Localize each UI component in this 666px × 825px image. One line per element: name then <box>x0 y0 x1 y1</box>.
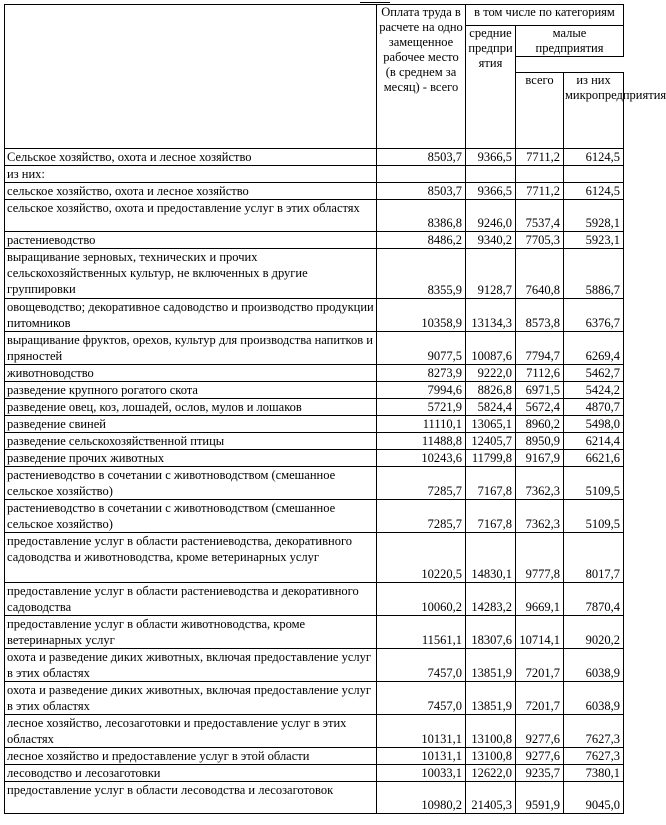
header-small-enterprises: малые предприятия <box>516 26 624 57</box>
cell-medium-enterprises: 5824,4 <box>466 399 516 416</box>
cell-total-wage: 10980,2 <box>377 782 466 814</box>
cell-total-wage: 8503,7 <box>377 149 466 166</box>
cell-medium-enterprises: 11799,8 <box>466 450 516 467</box>
cell-medium-enterprises: 13851,9 <box>466 682 516 715</box>
cell-small-total: 7794,7 <box>516 332 564 365</box>
cell-medium-enterprises: 9340,2 <box>466 232 516 249</box>
row-name: сельское хозяйство, охота и предоставление услуг в этих областях <box>5 200 377 232</box>
cell-small-total: 9669,1 <box>516 583 564 616</box>
cell-total-wage: 8273,9 <box>377 365 466 382</box>
cell-total-wage: 7994,6 <box>377 382 466 399</box>
row-name: предоставление услуг в области лесоводства и лесозаготовок <box>5 782 377 814</box>
cell-total-wage: 5721,9 <box>377 399 466 416</box>
cell-small-total: 7362,3 <box>516 467 564 500</box>
table-row <box>5 583 624 616</box>
cell-medium-enterprises: 12622,0 <box>466 765 516 782</box>
cell-medium-enterprises: 9222,0 <box>466 365 516 382</box>
wage-table <box>4 4 666 814</box>
cell-medium-enterprises: 21405,3 <box>466 782 516 814</box>
cell-small-total: 9235,7 <box>516 765 564 782</box>
cell-medium-enterprises: 8826,8 <box>466 382 516 399</box>
cell-medium-enterprises: 13100,8 <box>466 715 516 748</box>
cell-small-total: 8960,2 <box>516 416 564 433</box>
cell-micro-enterprises <box>564 166 624 183</box>
cell-micro-enterprises: 5109,5 <box>564 467 624 500</box>
row-name: предоставление услуг в области растениеводства и декоративного садоводства <box>5 583 377 616</box>
table-row <box>5 249 624 299</box>
cell-small-total: 7362,3 <box>516 500 564 533</box>
row-name: разведение прочих животных <box>5 450 377 467</box>
cell-total-wage: 9077,5 <box>377 332 466 365</box>
document-page <box>4 4 666 814</box>
cell-micro-enterprises: 7627,3 <box>564 748 624 765</box>
cell-medium-enterprises: 14283,2 <box>466 583 516 616</box>
cell-micro-enterprises: 6124,5 <box>564 149 624 166</box>
cell-total-wage: 10220,5 <box>377 533 466 583</box>
cell-medium-enterprises: 14830,1 <box>466 533 516 583</box>
row-name: выращивание фруктов, орехов, культур для производства напитков и пряностей <box>5 332 377 365</box>
header-blank-cell <box>5 5 377 149</box>
header-medium-enterprises: средние предприятия <box>466 26 516 149</box>
row-name: из них: <box>5 166 377 183</box>
cell-total-wage: 10243,6 <box>377 450 466 467</box>
cell-total-wage: 8486,2 <box>377 232 466 249</box>
cell-micro-enterprises: 9045,0 <box>564 782 624 814</box>
cell-small-total: 7201,7 <box>516 649 564 682</box>
row-name: охота и разведение диких животных, включая предоставление услуг в этих областях <box>5 682 377 715</box>
cell-medium-enterprises: 10087,6 <box>466 332 516 365</box>
cell-small-total <box>516 166 564 183</box>
cell-medium-enterprises <box>466 166 516 183</box>
row-name: выращивание зерновых, технических и прочих сельскохозяйственных культур, не включенных в другие группировки <box>5 249 377 299</box>
table-row <box>5 183 624 200</box>
table-row <box>5 332 624 365</box>
cell-small-total: 6971,5 <box>516 382 564 399</box>
cell-total-wage: 10358,9 <box>377 299 466 332</box>
cell-micro-enterprises: 8017,7 <box>564 533 624 583</box>
cell-small-total: 7112,6 <box>516 365 564 382</box>
cell-total-wage: 7457,0 <box>377 682 466 715</box>
cell-micro-enterprises: 7627,3 <box>564 715 624 748</box>
header-total-wage: Оплата труда в расчете на одно замещенное рабочее место (в среднем за месяц) - всего <box>377 5 466 149</box>
cell-micro-enterprises: 6269,4 <box>564 332 624 365</box>
cell-micro-enterprises: 5886,7 <box>564 249 624 299</box>
table-row <box>5 149 624 166</box>
cell-micro-enterprises: 5928,1 <box>564 200 624 232</box>
table-row <box>5 365 624 382</box>
cell-total-wage: 7285,7 <box>377 500 466 533</box>
table-body <box>5 149 624 814</box>
cell-total-wage: 10060,2 <box>377 583 466 616</box>
cell-micro-enterprises: 6621,6 <box>564 450 624 467</box>
table-row <box>5 682 624 715</box>
cell-medium-enterprises: 9366,5 <box>466 149 516 166</box>
cell-small-total: 9777,8 <box>516 533 564 583</box>
cell-micro-enterprises: 4870,7 <box>564 399 624 416</box>
row-name: Сельское хозяйство, охота и лесное хозяйство <box>5 149 377 166</box>
cell-medium-enterprises: 12405,7 <box>466 433 516 450</box>
table-row <box>5 232 624 249</box>
cell-medium-enterprises: 9246,0 <box>466 200 516 232</box>
header-micro-enterprises: из них микропредприятия <box>564 73 624 149</box>
table-row <box>5 200 624 232</box>
cell-total-wage: 11488,8 <box>377 433 466 450</box>
row-name: предоставление услуг в области растениеводства, декоративного садоводства и животноводства, кроме ветеринарных услуг <box>5 533 377 583</box>
cell-micro-enterprises: 5923,1 <box>564 232 624 249</box>
cell-small-total: 9277,6 <box>516 748 564 765</box>
row-name: сельское хозяйство, охота и лесное хозяйство <box>5 183 377 200</box>
cell-micro-enterprises: 7870,4 <box>564 583 624 616</box>
cell-total-wage: 10131,1 <box>377 748 466 765</box>
cell-total-wage: 8503,7 <box>377 183 466 200</box>
cell-total-wage: 7285,7 <box>377 467 466 500</box>
cell-total-wage: 11561,1 <box>377 616 466 649</box>
table-row <box>5 166 624 183</box>
row-name: разведение свиней <box>5 416 377 433</box>
row-name: растениеводство в сочетании с животноводством (смешанное сельское хозяйство) <box>5 467 377 500</box>
table-row <box>5 500 624 533</box>
cell-small-total: 7705,3 <box>516 232 564 249</box>
row-name: растениеводство в сочетании с животноводством (смешанное сельское хозяйство) <box>5 500 377 533</box>
table-row <box>5 299 624 332</box>
header-by-category: в том числе по категориям <box>466 5 624 26</box>
cell-total-wage <box>377 166 466 183</box>
table-row <box>5 450 624 467</box>
cell-medium-enterprises: 7167,8 <box>466 467 516 500</box>
cell-micro-enterprises: 6038,9 <box>564 682 624 715</box>
cell-micro-enterprises: 9020,2 <box>564 616 624 649</box>
table-row <box>5 782 624 814</box>
cell-total-wage: 7457,0 <box>377 649 466 682</box>
cell-micro-enterprises: 5424,2 <box>564 382 624 399</box>
cell-small-total: 9277,6 <box>516 715 564 748</box>
cell-medium-enterprises: 13065,1 <box>466 416 516 433</box>
page-edge-rule <box>360 2 390 3</box>
table-row <box>5 399 624 416</box>
cell-total-wage: 10033,1 <box>377 765 466 782</box>
cell-small-total: 10714,1 <box>516 616 564 649</box>
cell-medium-enterprises: 7167,8 <box>466 500 516 533</box>
cell-micro-enterprises: 6038,9 <box>564 649 624 682</box>
cell-medium-enterprises: 9366,5 <box>466 183 516 200</box>
cell-total-wage: 10131,1 <box>377 715 466 748</box>
table-row <box>5 533 624 583</box>
table-row <box>5 416 624 433</box>
cell-medium-enterprises: 9128,7 <box>466 249 516 299</box>
row-name: растениеводство <box>5 232 377 249</box>
cell-small-total: 7201,7 <box>516 682 564 715</box>
header-small-total: всего <box>516 73 564 149</box>
cell-micro-enterprises: 6376,7 <box>564 299 624 332</box>
cell-total-wage: 8386,8 <box>377 200 466 232</box>
cell-micro-enterprises: 6214,4 <box>564 433 624 450</box>
cell-medium-enterprises: 13851,9 <box>466 649 516 682</box>
row-name: разведение овец, коз, лошадей, ослов, мулов и лошаков <box>5 399 377 416</box>
row-name: предоставление услуг в области животноводства, кроме ветеринарных услуг <box>5 616 377 649</box>
table-row <box>5 765 624 782</box>
cell-small-total: 9167,9 <box>516 450 564 467</box>
table-row <box>5 616 624 649</box>
cell-medium-enterprises: 13134,3 <box>466 299 516 332</box>
cell-small-total: 7537,4 <box>516 200 564 232</box>
cell-small-total: 7711,2 <box>516 183 564 200</box>
cell-small-total: 7640,8 <box>516 249 564 299</box>
cell-medium-enterprises: 18307,6 <box>466 616 516 649</box>
cell-total-wage: 11110,1 <box>377 416 466 433</box>
row-name: лесоводство и лесозаготовки <box>5 765 377 782</box>
cell-small-total: 5672,4 <box>516 399 564 416</box>
cell-micro-enterprises: 5498,0 <box>564 416 624 433</box>
cell-total-wage: 8355,9 <box>377 249 466 299</box>
row-name: охота и разведение диких животных, включая предоставление услуг в этих областях <box>5 649 377 682</box>
table-row <box>5 715 624 748</box>
row-name: разведение крупного рогатого скота <box>5 382 377 399</box>
cell-micro-enterprises: 5462,7 <box>564 365 624 382</box>
row-name: лесное хозяйство, лесозаготовки и предоставление услуг в этих областях <box>5 715 377 748</box>
cell-small-total: 9591,9 <box>516 782 564 814</box>
cell-micro-enterprises: 6124,5 <box>564 183 624 200</box>
table-row <box>5 382 624 399</box>
cell-small-total: 7711,2 <box>516 149 564 166</box>
row-name: разведение сельскохозяйственной птицы <box>5 433 377 450</box>
row-name: лесное хозяйство и предоставление услуг в этой области <box>5 748 377 765</box>
table-row <box>5 467 624 500</box>
table-row <box>5 748 624 765</box>
table-row <box>5 433 624 450</box>
cell-medium-enterprises: 13100,8 <box>466 748 516 765</box>
cell-small-total: 8573,8 <box>516 299 564 332</box>
cell-micro-enterprises: 5109,5 <box>564 500 624 533</box>
table-row <box>5 649 624 682</box>
cell-micro-enterprises: 7380,1 <box>564 765 624 782</box>
cell-small-total: 8950,9 <box>516 433 564 450</box>
row-name: овощеводство; декоративное садоводство и производство продукции питомников <box>5 299 377 332</box>
row-name: животноводство <box>5 365 377 382</box>
